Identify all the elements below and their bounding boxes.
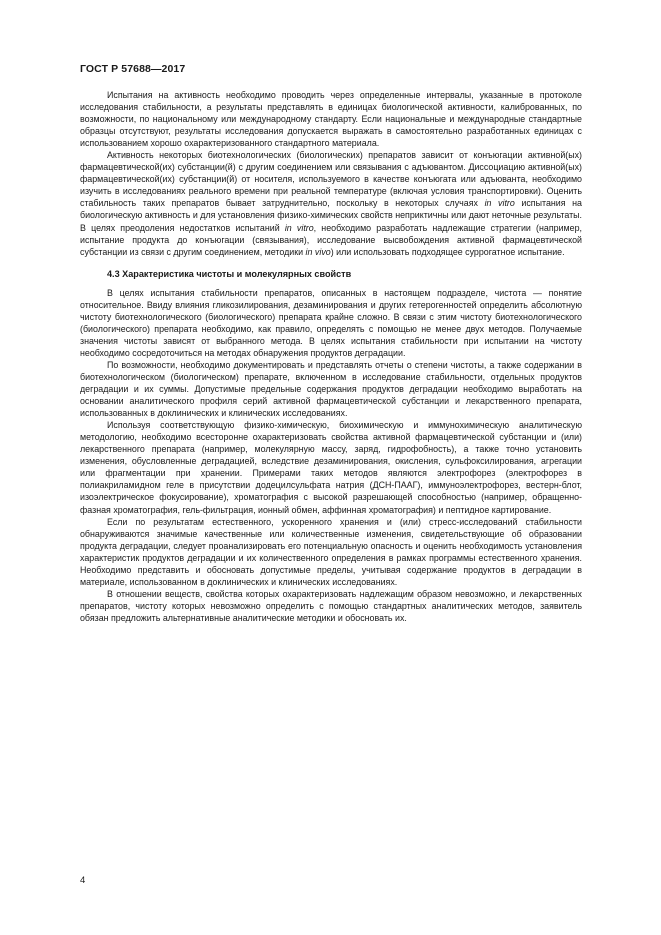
text-run: испытания на биологическую активность и для установления физико-химических свойств неприктичны или дают неточные результаты. В целях преодоления недостатков испытаний	[80, 198, 582, 233]
paragraph	[80, 149, 582, 257]
paragraph: В целях испытания стабильности препаратов, описанных в настоящем подразделе, чистота — понятие относительное. Ввиду влияния гликозилирования, дезаминирования и других гетерогенностей определить абсолютную чистоту биотехнологического (биологического) препарата крайне сложно. В связи с этим чистоту биотехнологического (биологического) препарата необходимо, как правило, определять с помощью не менее двух методов. Получаемые значения чистоты зависят от выбранного метода. В целях испытания стабильности при испытании на чистоту необходимо сосредоточиться на методах обнаружения продуктов деградации.	[80, 287, 582, 358]
paragraph: Если по результатам естественного, ускоренного хранения и (или) стресс-исследований стабильности обнаруживаются значимые качественные или количественные изменения, свидетельствующие об образовании продукта деградации, следует проанализировать его потенциальную опасность и оценить необходимость установления характеристик продуктов деградации и их количественного определения в рамках программы естественного хранения. Необходимо представить и обосновать допустимые пределы, учитывая содержание продуктов в деградации в материале, использованном в доклинических и клинических исследованиях.	[80, 516, 582, 587]
text-run: , необходимо разработать надлежащие стратегии (например, испытание продукта до конъюгации (связывания), исследование высвобождения активной фармацевтической субстанции из связи с другим соединением, методики	[80, 222, 582, 257]
italic-term: in vitro	[284, 222, 314, 233]
italic-term: in vitro	[484, 198, 515, 209]
text-run: ) или использовать подходящее суррогатное испытание.	[330, 246, 565, 257]
paragraph: По возможности, необходимо документировать и представлять отчеты о степени чистоты, а также содержании в биотехнологическом (биологическом) препарате, включенном в исследование стабильности, отдельных продуктов деградации и их суммы. Допустимые предельные содержания продуктов деградации необходимо выработать на основании аналитического профиля серий активной фармацевтической субстанции и лекарственного препарата, использованных в доклинических и клинических исследованиях.	[80, 359, 582, 419]
page-number: 4	[80, 875, 86, 886]
section-heading: 4.3 Характеристика чистоты и молекулярных свойств	[107, 268, 352, 279]
paragraph: Испытания на активность необходимо проводить через определенные интервалы, указанные в протоколе исследования стабильности, а результаты представлять в единицах биологической активности, калиброванных, по возможности, по национальному или международному стандарту. Если национальные и международные стандартные образцы отсутствуют, результаты исследования допускается выражать в самостоятельно разработанных единицах с использованием хорошо охарактеризованного стандартного материала.	[80, 90, 582, 149]
document-header: ГОСТ Р 57688—2017	[80, 63, 186, 75]
document-body	[80, 89, 582, 624]
italic-term: in vivo	[305, 246, 331, 257]
paragraph: Используя соответствующую физико-химическую, биохимическую и иммунохимическую аналитическую методологию, необходимо всесторонне охарактеризовать свойства активной фармацевтической субстанции и (или) лекарственного препарата (например, молекулярную массу, заряд, гидрофобность), а также точно установить изменения, обусловленные деградацией, вследствие дезаминирования, окисления, сульфоксилирования, агрегации или фрагментации при хранении. Примерами таких методов являются электрофорез (электрофорез в полиакриламидном геле в присутствии додецилсульфата натрия (ДСН-ПААГ), иммуноэлектрофорез, вестерн-блот, изоэлектрическое фокусирование), хроматография с высокой разрешающей способностью (например, обращенно-фазная хроматография, гель-фильтрация, ионный обмен, аффинная хроматография) и пептидное картирование.	[80, 420, 582, 515]
text-run: Активность некоторых биотехнологических (биологических) препаратов зависит от конъюгации активной(ых) фармацевтической(их) субстанции(й) с другим соединением или связывания с адъювантом. Диссоциацию активной(ых) фармацевтической(их) субстанции(й) от носителя, используемого в качестве конъюгата или адъюванта, необходимо изучить в исследованиях реального времени при реальной температуре (включая условия транспортировки). Оценить стабильность таких препаратов бывает затруднительно, поскольку в некоторых случаях	[80, 150, 582, 209]
paragraph: В отношении веществ, свойства которых охарактеризовать надлежащим образом невозможно, и лекарственных препаратов, чистоту которых невозможно определить с помощью стандартных аналитических методов, заявитель обязан предложить альтернативные аналитические методики и обосновать их.	[80, 588, 582, 623]
